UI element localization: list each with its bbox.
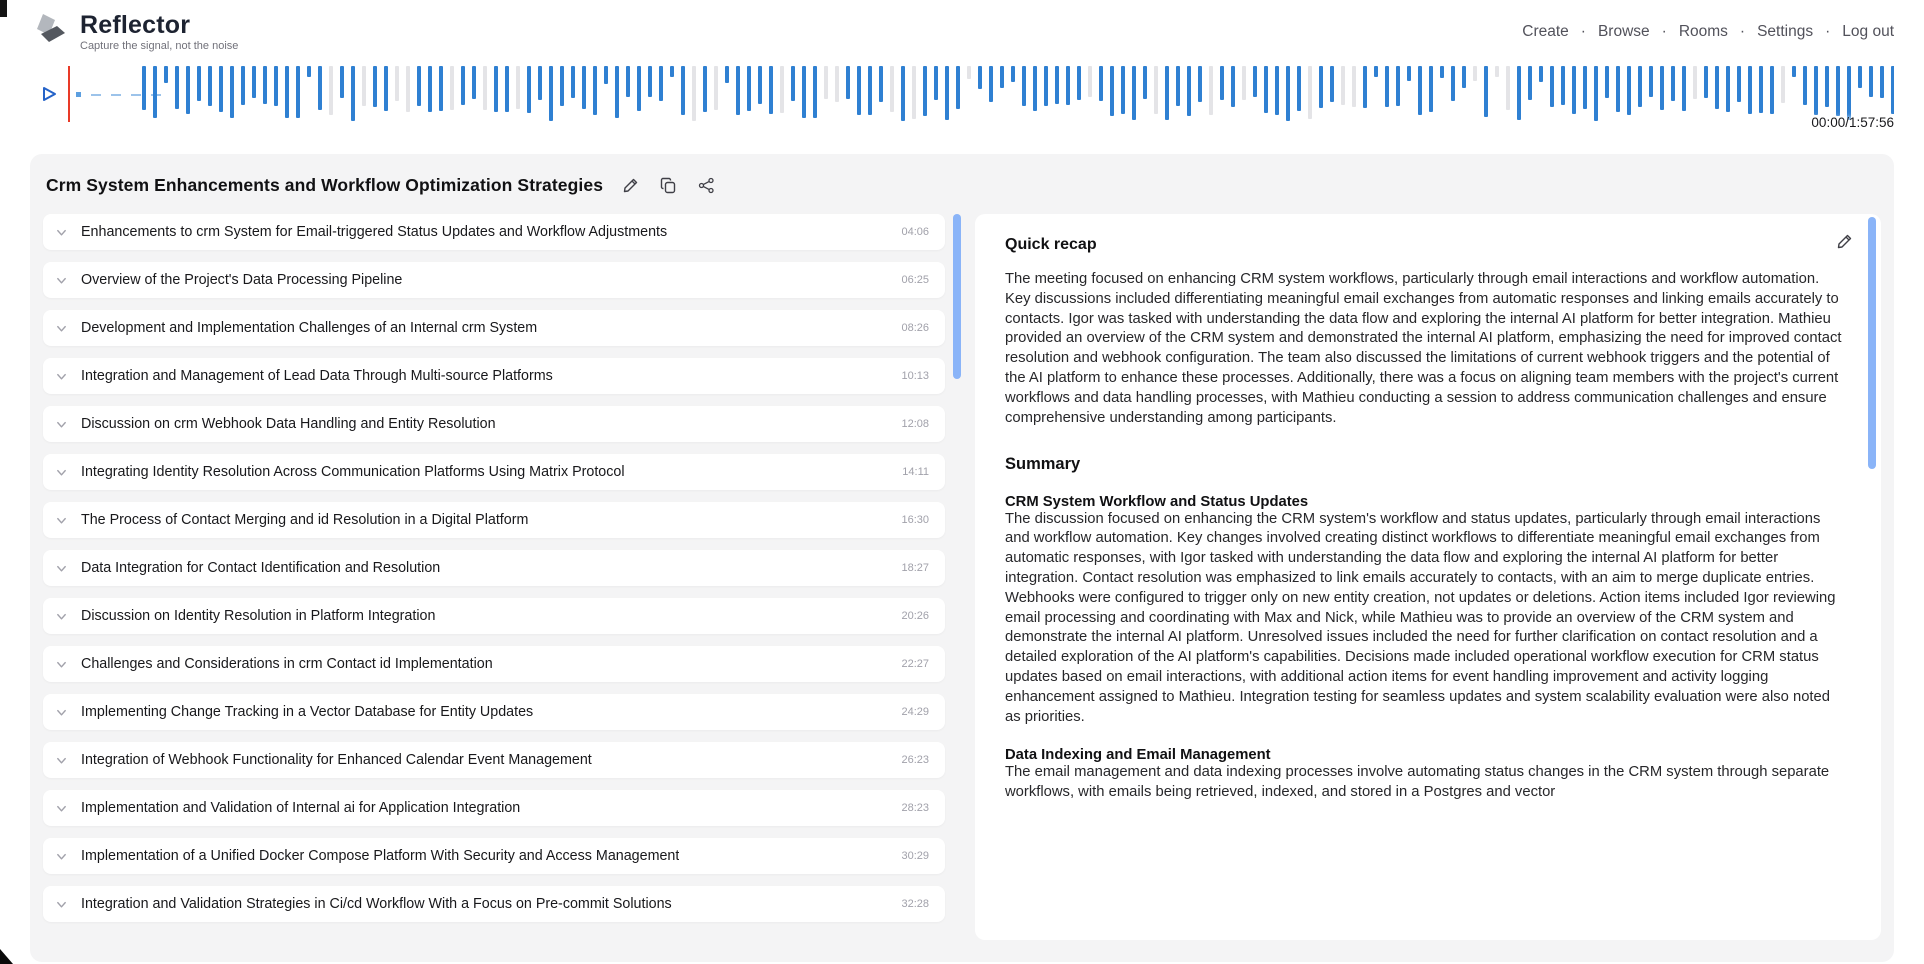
chevron-down-icon[interactable] — [55, 802, 68, 815]
waveform-bar — [1550, 66, 1554, 107]
waveform-bar — [1319, 66, 1323, 108]
summary-section-body: The email management and data indexing processes involve automating status changes in the CRM system through separate workflows, with emails being retrieved, indexed, and stored in a Postgres and vector — [1005, 764, 1830, 801]
chevron-down-icon[interactable] — [55, 514, 68, 527]
waveform-bar — [395, 66, 399, 101]
topic-timestamp: 20:26 — [901, 610, 929, 622]
waveform-bar — [1495, 66, 1499, 77]
waveform-bar — [1825, 66, 1829, 107]
waveform-bar — [450, 66, 454, 110]
waveform-bar — [1275, 66, 1279, 115]
topic-row[interactable] — [43, 790, 945, 826]
meeting-container — [30, 154, 1894, 962]
topic-timestamp: 26:23 — [901, 754, 929, 766]
waveform-bar — [857, 66, 861, 115]
summary-heading: Summary — [1005, 454, 1081, 473]
waveform-bar — [692, 66, 696, 121]
waveform-bar — [1000, 66, 1004, 88]
chevron-down-icon[interactable] — [55, 226, 68, 239]
waveform-bar — [472, 66, 476, 99]
waveform-bar — [164, 66, 168, 83]
share-icon — [698, 177, 715, 194]
summary-section-heading: Data Indexing and Email Management — [1005, 747, 1271, 764]
main-nav — [1522, 23, 1894, 41]
nav-item-settings[interactable]: Settings — [1757, 23, 1814, 40]
waveform-bar — [934, 66, 938, 100]
nav-separator: · — [1739, 23, 1746, 40]
waveform-bar — [252, 66, 256, 98]
waveform-bar — [703, 66, 707, 112]
topic-timestamp: 10:13 — [901, 370, 929, 382]
waveform-bar — [1627, 66, 1631, 115]
waveform-bar — [1044, 66, 1048, 106]
waveform-bar — [1616, 66, 1620, 112]
waveform-bar — [637, 66, 641, 111]
waveform-bar — [923, 66, 927, 116]
waveform-bar — [1583, 66, 1587, 109]
waveform-bar — [1748, 66, 1752, 114]
waveform-bar — [153, 66, 157, 118]
chevron-down-icon[interactable] — [55, 754, 68, 767]
waveform-bar — [1880, 66, 1884, 98]
waveform-bar — [1759, 66, 1763, 113]
waveform-bar — [483, 66, 487, 110]
topic-title: Implementing Change Tracking in a Vector Database for Entity Updates — [81, 704, 534, 720]
waveform-bar — [1033, 66, 1037, 111]
topics-list — [43, 214, 945, 922]
chevron-down-icon[interactable] — [55, 274, 68, 287]
topic-timestamp: 14:11 — [902, 466, 929, 478]
waveform-bar — [527, 66, 531, 113]
play-button[interactable] — [36, 81, 62, 107]
topics-panel — [43, 214, 961, 940]
waveform-bar — [736, 66, 740, 115]
waveform-bar — [241, 66, 245, 105]
waveform-bar — [351, 66, 355, 121]
topic-row[interactable] — [43, 262, 945, 298]
topic-row[interactable] — [43, 454, 945, 490]
waveform-bar — [538, 66, 542, 100]
topic-timestamp: 28:23 — [901, 802, 929, 814]
waveform-bar — [384, 66, 388, 111]
waveform-bar — [1792, 66, 1796, 77]
waveform-bar — [1858, 66, 1862, 88]
page-title: Crm System Enhancements and Workflow Optimization Strategies — [46, 174, 604, 195]
waveform-bar — [912, 66, 916, 119]
waveform-bar — [340, 66, 344, 98]
chevron-down-icon[interactable] — [55, 562, 68, 575]
waveform-bar — [1165, 66, 1169, 120]
waveform-bar — [582, 66, 586, 109]
waveform-bar — [1803, 66, 1807, 105]
playback-time: 00:00/1:57:56 — [1811, 115, 1894, 130]
waveform-bars — [142, 66, 1894, 122]
waveform-bar — [978, 66, 982, 89]
meeting-title-row — [46, 174, 1881, 196]
nav-item-create[interactable]: Create — [1522, 23, 1569, 40]
waveform-bar — [274, 66, 278, 106]
topic-timestamp: 24:29 — [901, 706, 929, 718]
waveform-bar — [461, 66, 465, 105]
topic-row[interactable] — [43, 598, 945, 634]
waveform-bar — [1770, 66, 1774, 114]
topic-title: Data Integration for Contact Identification and Resolution — [81, 560, 441, 576]
chevron-down-icon[interactable] — [55, 610, 68, 623]
nav-item-browse[interactable]: Browse — [1597, 23, 1650, 40]
waveform-bar — [1066, 66, 1070, 105]
waveform-bar — [549, 66, 553, 121]
waveform-bar — [1110, 66, 1114, 116]
edit-title-button[interactable] — [619, 174, 641, 196]
waveform-bar — [494, 66, 498, 112]
waveform-bar — [626, 66, 630, 97]
waveform-bar — [1462, 66, 1466, 88]
waveform-bar — [670, 66, 674, 77]
waveform-bar — [329, 66, 333, 115]
waveform-bar — [1088, 66, 1092, 97]
waveform-bar — [1352, 66, 1356, 107]
chevron-down-icon[interactable] — [55, 466, 68, 479]
waveform-bar — [879, 66, 883, 102]
brand — [80, 12, 238, 51]
waveform-bar — [1330, 66, 1334, 102]
waveform-bar — [197, 66, 201, 101]
waveform-bar — [791, 66, 795, 101]
waveform-bar — [1363, 66, 1367, 108]
quick-recap-body: The meeting focused on enhancing CRM system workflows, particularly through email interactions and workflow automation. Key discussions included differentiating meaningful email exchanges from automatic responses and linking emails accurately to contacts. Igor was tasked with understanding the data flow and exploring the internal AI platform for better integration. Mathieu provided an overview of the CRM system and demonstrated the internal AI platform, emphasizing the need for improved contact resolution and webhook configuration. The team also discussed the limitations of current webhook triggers and the potential of the AI platform to enhance these processes. Additionally, there was a focus on aligning team members with the project's current workflows and data handling processes, with Mathieu conducting a session to address communication challenges and ensure comprehensive understanding among participants. — [1005, 271, 1842, 426]
topic-timestamp: 32:28 — [901, 898, 929, 910]
waveform-bar — [846, 66, 850, 99]
waveform-bar — [747, 66, 751, 111]
waveform-bar — [1055, 66, 1059, 104]
waveform-bar — [1264, 66, 1268, 113]
screen-artifact — [0, 0, 7, 17]
waveform-bar — [1473, 66, 1477, 81]
waveform-bar — [1704, 66, 1708, 98]
waveform-bar — [1715, 66, 1719, 109]
waveform-bar — [1220, 66, 1224, 100]
topic-title: Integration and Management of Lead Data Through Multi-source Platforms — [81, 368, 553, 384]
waveform-bar — [1176, 66, 1180, 106]
topic-title: Integration of Webhook Functionality for Enhanced Calendar Event Management — [81, 752, 592, 768]
brand-tagline: Capture the signal, not the noise — [80, 39, 239, 52]
waveform-bar — [1638, 66, 1642, 107]
topic-row[interactable] — [43, 406, 945, 442]
topic-row[interactable] — [43, 694, 945, 730]
summary-section-body: The discussion focused on enhancing the CRM system's workflow and status updates, particularly through email interactions and workflow automation. Key changes involved creating distinct workflows to differentiate meaningful email exchanges from automatic responses, with Igor tasked with understanding the data flow and exploring the internal AI platform for better integration. Contact resolution was emphasized to link emails accurately to contacts, with an aim to merge duplicate entries. Webhooks were configured to trigger only on new entity creation, not updates or deletions. Action items included Igor reviewing email processing and coordinating with Max and Nick, while Mathieu was to provide an overview of the CRM system and demonstrate the internal AI platform. Unresolved issues included the need for further clarification on contact resolution and a detailed exploration of the AI platform's capabilities. Decisions made included operational workflow execution for CRM status updates based on email interactions, with additional action items for event handling improvement and activity logging enhancement assigned to Mathieu. Integration testing for seamless updates and system scalability evaluation were also noted as priorities. — [1005, 510, 1836, 725]
waveform-bar — [175, 66, 179, 109]
waveform-bar — [1099, 66, 1103, 101]
waveform-bar — [285, 66, 289, 118]
audio-player — [0, 64, 1924, 130]
waveform-bar — [648, 66, 652, 97]
reflector-logo-icon — [32, 12, 72, 52]
waveform-bar — [725, 66, 729, 83]
copy-icon — [660, 177, 677, 194]
waveform-bar — [1605, 66, 1609, 98]
waveform-bar — [1242, 66, 1246, 100]
waveform-bar — [1209, 66, 1213, 115]
topic-row[interactable] — [43, 358, 945, 394]
waveform-bar — [318, 66, 322, 110]
nav-separator: · — [1825, 23, 1831, 40]
waveform-bar — [967, 66, 971, 79]
summary-section-heading: CRM System Workflow and Status Updates — [1005, 493, 1309, 510]
topic-row[interactable] — [43, 214, 945, 250]
topic-timestamp: 08:26 — [901, 322, 929, 334]
waveform-bar — [1121, 66, 1125, 114]
topic-title: The Process of Contact Merging and id Resolution in a Digital Platform — [81, 512, 529, 528]
waveform-bar — [296, 66, 300, 118]
waveform-bar — [142, 66, 146, 110]
waveform-bar — [263, 66, 267, 104]
waveform-bar — [1440, 66, 1444, 78]
waveform-bar — [1341, 66, 1345, 105]
waveform-bar — [1011, 66, 1015, 82]
waveform-bar — [890, 66, 894, 112]
waveform-bar — [307, 66, 311, 77]
waveform-bar — [1814, 66, 1818, 115]
topic-title: Integration and Validation Strategies in Ci/cd Workflow With a Focus on Pre-commit Solutions — [81, 896, 672, 912]
waveform-bar — [945, 66, 949, 120]
app-header — [0, 0, 1924, 58]
waveform-bar — [362, 66, 366, 106]
topic-timestamp: 30:29 — [901, 850, 929, 862]
brand-name: Reflector — [80, 11, 191, 40]
topic-timestamp: 18:27 — [901, 562, 929, 574]
waveform-bar — [1308, 66, 1312, 119]
waveform-bar — [868, 66, 872, 115]
topics-scrollbar[interactable] — [953, 214, 961, 379]
pencil-icon — [1836, 233, 1853, 250]
waveform-bar — [406, 66, 410, 112]
waveform-bar — [901, 66, 905, 121]
chevron-down-icon[interactable] — [55, 658, 68, 671]
waveform-bar — [1528, 66, 1532, 100]
topic-row[interactable] — [43, 742, 945, 778]
waveform-bar — [1649, 66, 1653, 97]
topic-timestamp: 12:08 — [901, 418, 929, 430]
waveform-bar — [1374, 66, 1378, 77]
waveform-bar — [813, 66, 817, 118]
waveform-bar — [1418, 66, 1422, 115]
share-button[interactable] — [695, 174, 717, 196]
topic-timestamp: 04:06 — [901, 226, 929, 238]
play-icon — [40, 85, 58, 103]
waveform-bar — [1154, 66, 1158, 114]
waveform-bar — [1253, 66, 1257, 97]
topic-timestamp: 16:30 — [901, 514, 929, 526]
waveform-bar — [758, 66, 762, 104]
waveform-bar — [1847, 66, 1851, 120]
waveform-bar — [1836, 66, 1840, 116]
waveform-bar — [439, 66, 443, 111]
waveform-bar — [1022, 66, 1026, 106]
topic-row[interactable] — [43, 310, 945, 346]
waveform-bar — [1561, 66, 1565, 105]
waveform-bar — [615, 66, 619, 118]
waveform-bar — [1407, 66, 1411, 81]
topic-title: Discussion on Identity Resolution in Platform Integration — [81, 608, 436, 624]
waveform-bar — [1693, 66, 1697, 99]
waveform-bar — [1506, 66, 1510, 110]
waveform-bar — [1671, 66, 1675, 101]
nav-separator: · — [1661, 23, 1667, 40]
topic-row[interactable] — [43, 838, 945, 874]
waveform-bar — [428, 66, 432, 112]
waveform-bar — [593, 66, 597, 115]
waveform-bar — [1572, 66, 1576, 114]
waveform-bar — [681, 66, 685, 115]
chevron-down-icon[interactable] — [55, 322, 68, 335]
waveform-bar — [1396, 66, 1400, 106]
waveform-bar — [1198, 66, 1202, 102]
waveform-bar — [1517, 66, 1521, 120]
nav-item-rooms[interactable]: Rooms — [1678, 23, 1728, 40]
waveform-bar — [1451, 66, 1455, 101]
waveform-bar — [1682, 66, 1686, 111]
topic-title: Implementation of a Unified Docker Compose Platform With Security and Access Management — [81, 848, 680, 864]
waveform-bar — [780, 66, 784, 113]
waveform-bar — [208, 66, 212, 106]
waveform-bar — [230, 66, 234, 118]
waveform-bar — [769, 66, 773, 114]
topic-row[interactable] — [43, 550, 945, 586]
waveform[interactable] — [68, 66, 1894, 130]
chevron-down-icon[interactable] — [55, 898, 68, 911]
waveform-bar — [1660, 66, 1664, 110]
chevron-down-icon[interactable] — [55, 370, 68, 383]
cursor-artifact — [0, 949, 13, 964]
waveform-bar — [659, 66, 663, 101]
waveform-bar — [1429, 66, 1433, 112]
pencil-icon — [622, 177, 639, 194]
topic-row[interactable] — [43, 502, 945, 538]
waveform-bar — [835, 66, 839, 102]
waveform-bar — [956, 66, 960, 109]
waveform-bar — [989, 66, 993, 102]
topic-title: Discussion on crm Webhook Data Handling and Entity Resolution — [81, 416, 496, 432]
waveform-bar — [1231, 66, 1235, 107]
waveform-bar — [1077, 66, 1081, 100]
waveform-playhead[interactable] — [68, 66, 70, 122]
waveform-bar — [1891, 66, 1894, 114]
waveform-bar — [824, 66, 828, 99]
waveform-bar — [604, 66, 608, 84]
topic-title: Enhancements to crm System for Email-triggered Status Updates and Workflow Adjustments — [81, 224, 668, 240]
waveform-bar — [1539, 66, 1543, 82]
waveform-bar — [571, 66, 575, 98]
waveform-bar — [1594, 66, 1598, 121]
summary-scrollbar[interactable] — [1868, 217, 1876, 469]
copy-title-button[interactable] — [657, 174, 679, 196]
waveform-bar — [1132, 66, 1136, 120]
topic-title: Integrating Identity Resolution Across Communication Platforms Using Matrix Protocol — [81, 464, 625, 480]
quick-recap-heading: Quick recap — [1005, 236, 1097, 253]
waveform-bar — [1737, 66, 1741, 102]
waveform-bar — [560, 66, 564, 106]
topic-title: Challenges and Considerations in crm Contact id Implementation — [81, 656, 493, 672]
waveform-bar — [1869, 66, 1873, 97]
waveform-bar — [1385, 66, 1389, 107]
waveform-bar — [1187, 66, 1191, 116]
edit-summary-button[interactable] — [1833, 230, 1855, 252]
waveform-bar — [1484, 66, 1488, 117]
waveform-bar — [219, 66, 223, 112]
waveform-bar — [417, 66, 421, 106]
nav-separator: · — [1580, 23, 1586, 40]
topic-timestamp: 22:27 — [901, 658, 929, 670]
waveform-bar — [802, 66, 806, 118]
topic-row[interactable] — [43, 886, 945, 922]
waveform-bar — [373, 66, 377, 107]
waveform-bar — [186, 66, 190, 114]
waveform-bar — [1143, 66, 1147, 99]
chevron-down-icon[interactable] — [55, 418, 68, 431]
waveform-bar — [1297, 66, 1301, 111]
waveform-bar — [714, 66, 718, 110]
waveform-bar — [1781, 66, 1785, 103]
waveform-bar — [516, 66, 520, 109]
topic-title: Overview of the Project's Data Processing Pipeline — [81, 272, 403, 288]
content-columns — [43, 214, 1881, 940]
topic-title: Implementation and Validation of Internal ai for Application Integration — [81, 800, 521, 816]
waveform-bar — [1726, 66, 1730, 112]
waveform-bar — [505, 66, 509, 112]
nav-item-logout[interactable]: Log out — [1842, 23, 1894, 40]
topic-timestamp: 06:25 — [901, 274, 929, 286]
summary-panel — [975, 214, 1881, 940]
chevron-down-icon[interactable] — [55, 706, 68, 719]
topic-title: Development and Implementation Challenges of an Internal crm System — [81, 320, 538, 336]
topic-row[interactable] — [43, 646, 945, 682]
chevron-down-icon[interactable] — [55, 850, 68, 863]
waveform-bar — [1286, 66, 1290, 121]
